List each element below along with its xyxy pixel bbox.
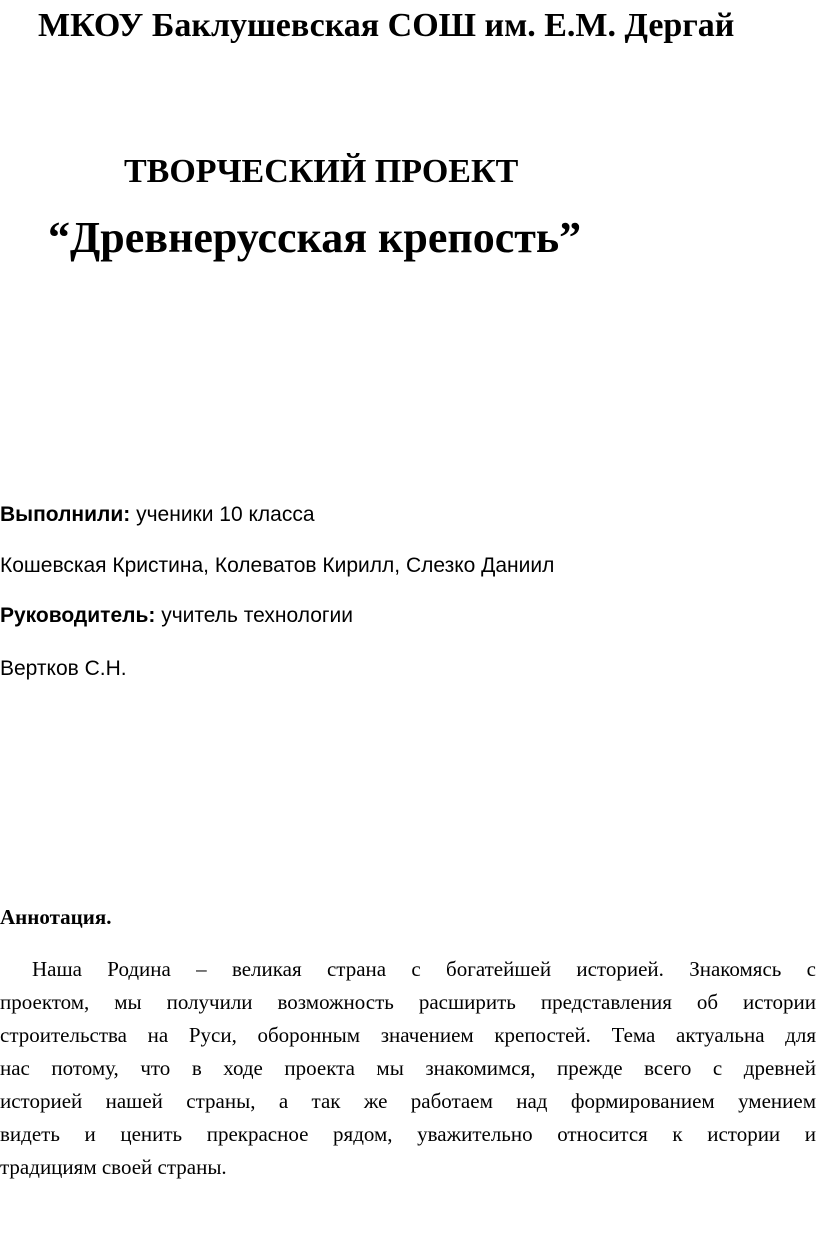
performers-value: ученики 10 класса (130, 503, 315, 526)
annotation-line: видеть и ценить прекрасное рядом, уважительно относится к истории и (0, 1122, 816, 1146)
annotation-line: нас потому, что в ходе проекта мы знакомимся, прежде всего с древней (0, 1056, 816, 1080)
annotation-body (0, 953, 816, 1184)
performers-label: Выполнили: (0, 503, 131, 526)
annotation-line: проектом, мы получили возможность расширить представления об истории (0, 990, 816, 1014)
annotation-line: традициям своей страны. (0, 1155, 227, 1179)
school-name: МКОУ Баклушевская СОШ им. Е.М. Дергай (38, 7, 735, 44)
author-names: Кошевская Кристина, Колеватов Кирилл, Слезко Даниил (0, 554, 555, 577)
supervisor-value: учитель технологии (155, 604, 353, 627)
annotation-heading: Аннотация. (0, 905, 112, 929)
annotation-line: Наша Родина – великая страна с богатейшей историей. Знакомясь с (32, 957, 816, 981)
project-label: ТВОРЧЕСКИЙ ПРОЕКТ (124, 153, 519, 190)
annotation-line: историей нашей страны, а так же работаем над формированием умением (0, 1089, 816, 1113)
supervisor-label: Руководитель: (0, 604, 156, 627)
performers-line (0, 500, 315, 530)
supervisor-line (0, 601, 353, 631)
annotation-line: строительства на Руси, оборонным значением крепостей. Тема актуальна для (0, 1023, 816, 1047)
supervisor-name: Вертков С.Н. (0, 657, 127, 680)
project-title: “Древнерусская крепость” (48, 213, 582, 262)
